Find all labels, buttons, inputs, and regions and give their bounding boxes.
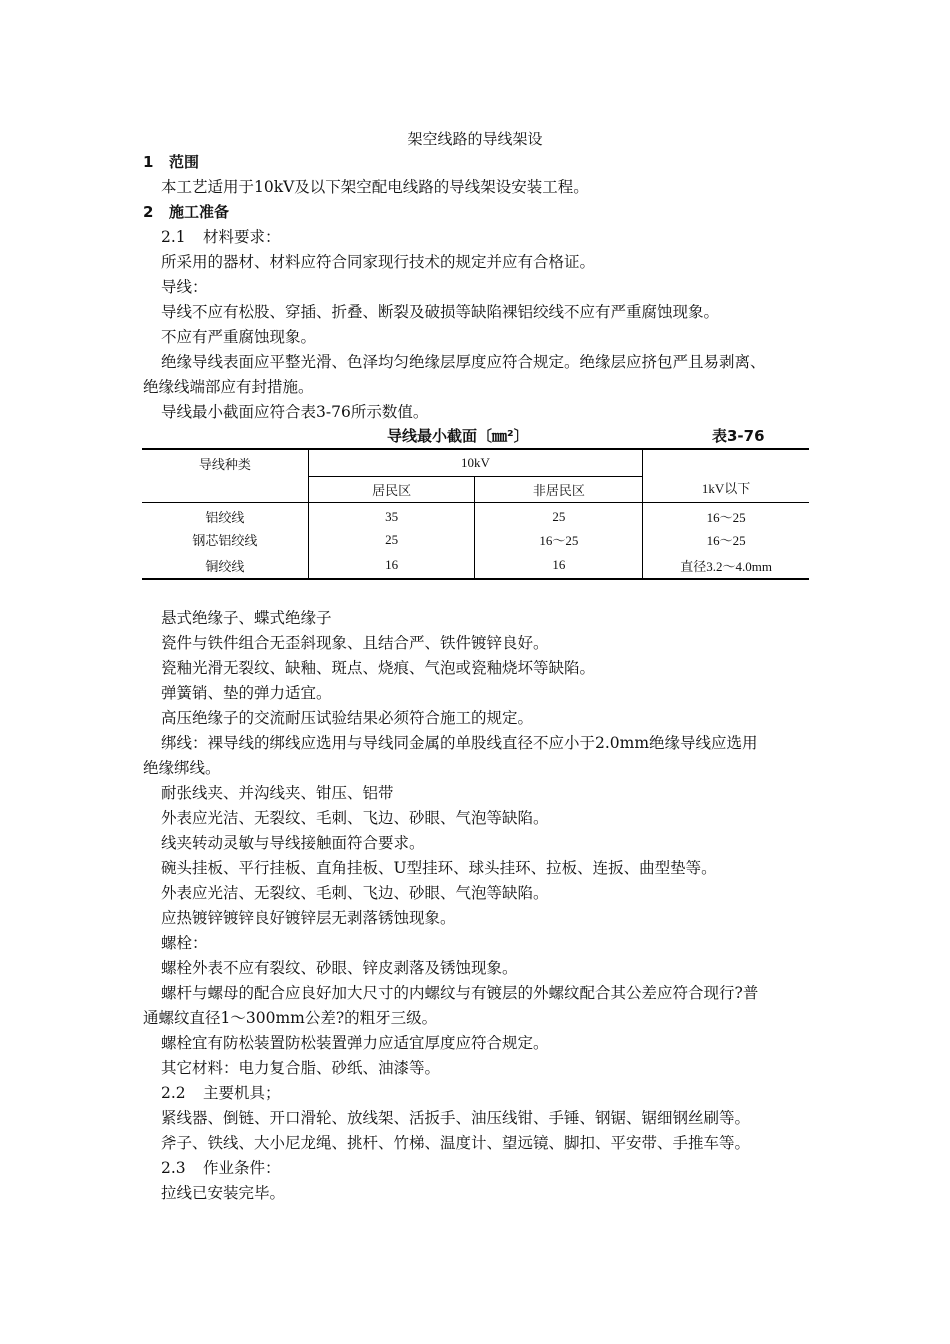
paragraph: 所采用的器材、材料应符合同家现行技术的规定并应有合格证。 <box>161 253 596 271</box>
paragraph: 弹簧销、垫的弹力适宜。 <box>161 684 332 702</box>
paragraph: 外表应光洁、无裂纹、毛刺、飞边、砂眼、气泡等缺陷。 <box>161 884 549 902</box>
paragraph: 绝缘导线表面应平整光滑、色泽均匀绝缘层厚度应符合规定。绝缘层应挤包严且易剥离、 <box>161 353 766 371</box>
subsection-2-1-heading <box>161 227 281 247</box>
section-2-heading <box>143 202 229 222</box>
table-cell-residential: 35 <box>308 502 475 527</box>
table-cell-non-residential: 16 <box>475 552 643 579</box>
header-1kv-below: 1kV以下 <box>643 449 809 502</box>
header-conductor-type: 导线种类 <box>142 449 308 502</box>
paragraph: 碗头挂板、平行挂板、直角挂板、U型挂环、球头挂环、拉板、连扳、曲型垫等。 <box>161 859 717 877</box>
subsection-title: 主要机具； <box>203 1084 281 1102</box>
paragraph: 绝缘线端部应有封措施。 <box>143 378 314 396</box>
paragraph: 螺栓宜有防松装置防松装置弹力应适宜厚度应符合规定。 <box>161 1034 549 1052</box>
table-cell-non-residential: 16～25 <box>475 527 643 552</box>
section-number: 1 <box>143 153 154 171</box>
table-cell-type: 铜绞线 <box>142 552 308 579</box>
table-cell-type: 钢芯铝绞线 <box>192 533 258 548</box>
header-residential: 居民区 <box>308 476 475 502</box>
paragraph: 导线不应有松股、穿插、折叠、断裂及破损等缺陷裸铝绞线不应有严重腐蚀现象。 <box>161 303 720 321</box>
table-caption: 导线最小截面〔㎜²〕 <box>387 427 529 445</box>
section-number: 2 <box>143 203 154 221</box>
section-title: 范围 <box>169 153 200 171</box>
table-cell-non-residential: 25 <box>475 502 643 527</box>
paragraph: 螺杆与螺母的配合应良好加大尺寸的内螺纹与有镀层的外螺纹配合其公差应符合现行?普 <box>161 984 759 1002</box>
paragraph: 导线最小截面应符合表3-76所示数值。 <box>161 403 429 421</box>
table-cell-type: 铝绞线 <box>205 510 245 526</box>
paragraph: 螺栓： <box>161 934 208 952</box>
paragraph: 悬式绝缘子、蝶式绝缘子 <box>161 609 332 627</box>
paragraph: 高压绝缘子的交流耐压试验结果必须符合施工的规定。 <box>161 709 534 727</box>
paragraph: 螺栓外表不应有裂纹、砂眼、锌皮剥落及锈蚀现象。 <box>161 959 518 977</box>
paragraph: 耐张线夹、并沟线夹、钳压、铝带 <box>161 784 394 802</box>
paragraph: 其它材料：电力复合脂、砂纸、油漆等。 <box>161 1059 441 1077</box>
subsection-2-3-heading <box>161 1158 281 1178</box>
table-cell-residential: 25 <box>308 527 475 552</box>
paragraph: 拉线已安装完毕。 <box>161 1184 286 1202</box>
paragraph: 紧线器、倒链、开口滑轮、放线架、活扳手、油压线钳、手锤、钢锯、锯细钢丝刷等。 <box>161 1109 751 1127</box>
subsection-number: 2.3 <box>161 1159 186 1177</box>
subsection-2-2-heading <box>161 1083 281 1103</box>
header-10kv: 10kV <box>308 449 642 476</box>
subsection-title: 材料要求： <box>203 228 281 246</box>
document-title: 架空线路的导线架设 <box>407 130 543 148</box>
section-1-heading <box>143 152 199 172</box>
table-cell-1kv: 16～25 <box>643 502 809 527</box>
subsection-number: 2.1 <box>161 228 186 246</box>
paragraph: 瓷釉光滑无裂纹、缺釉、斑点、烧痕、气泡或瓷釉烧坏等缺陷。 <box>161 659 596 677</box>
paragraph: 导线： <box>161 278 208 296</box>
table-number: 表3-76 <box>712 427 765 445</box>
subsection-number: 2.2 <box>161 1084 186 1102</box>
paragraph: 瓷件与铁件组合无歪斜现象、且结合严、铁件镀锌良好。 <box>161 634 549 652</box>
paragraph: 应热镀锌镀锌良好镀锌层无剥落锈蚀现象。 <box>161 909 456 927</box>
paragraph: 绑线：裸导线的绑线应选用与导线同金属的单股线直径不应小于2.0mm绝缘导线应选用 <box>161 734 758 752</box>
min-cross-section-table <box>142 448 809 580</box>
table-cell-1kv: 16～25 <box>643 527 809 552</box>
paragraph: 外表应光洁、无裂纹、毛刺、飞边、砂眼、气泡等缺陷。 <box>161 809 549 827</box>
table-cell-1kv: 直径3.2～4.0mm <box>643 552 809 579</box>
paragraph: 斧子、铁线、大小尼龙绳、挑杆、竹梯、温度计、望远镜、脚扣、平安带、手推车等。 <box>161 1134 751 1152</box>
section-1-text: 本工艺适用于10kV及以下架空配电线路的导线架设安装工程。 <box>161 178 589 196</box>
subsection-title: 作业条件： <box>203 1159 281 1177</box>
table-cell-residential: 16 <box>308 552 475 579</box>
paragraph: 线夹转动灵敏与导线接触面符合要求。 <box>161 834 425 852</box>
header-non-residential: 非居民区 <box>475 476 643 502</box>
section-title: 施工准备 <box>169 203 230 221</box>
paragraph: 绝缘绑线。 <box>143 759 221 777</box>
paragraph: 不应有严重腐蚀现象。 <box>161 328 317 346</box>
paragraph: 通螺纹直径1～300mm公差?的粗牙三级。 <box>143 1009 438 1027</box>
